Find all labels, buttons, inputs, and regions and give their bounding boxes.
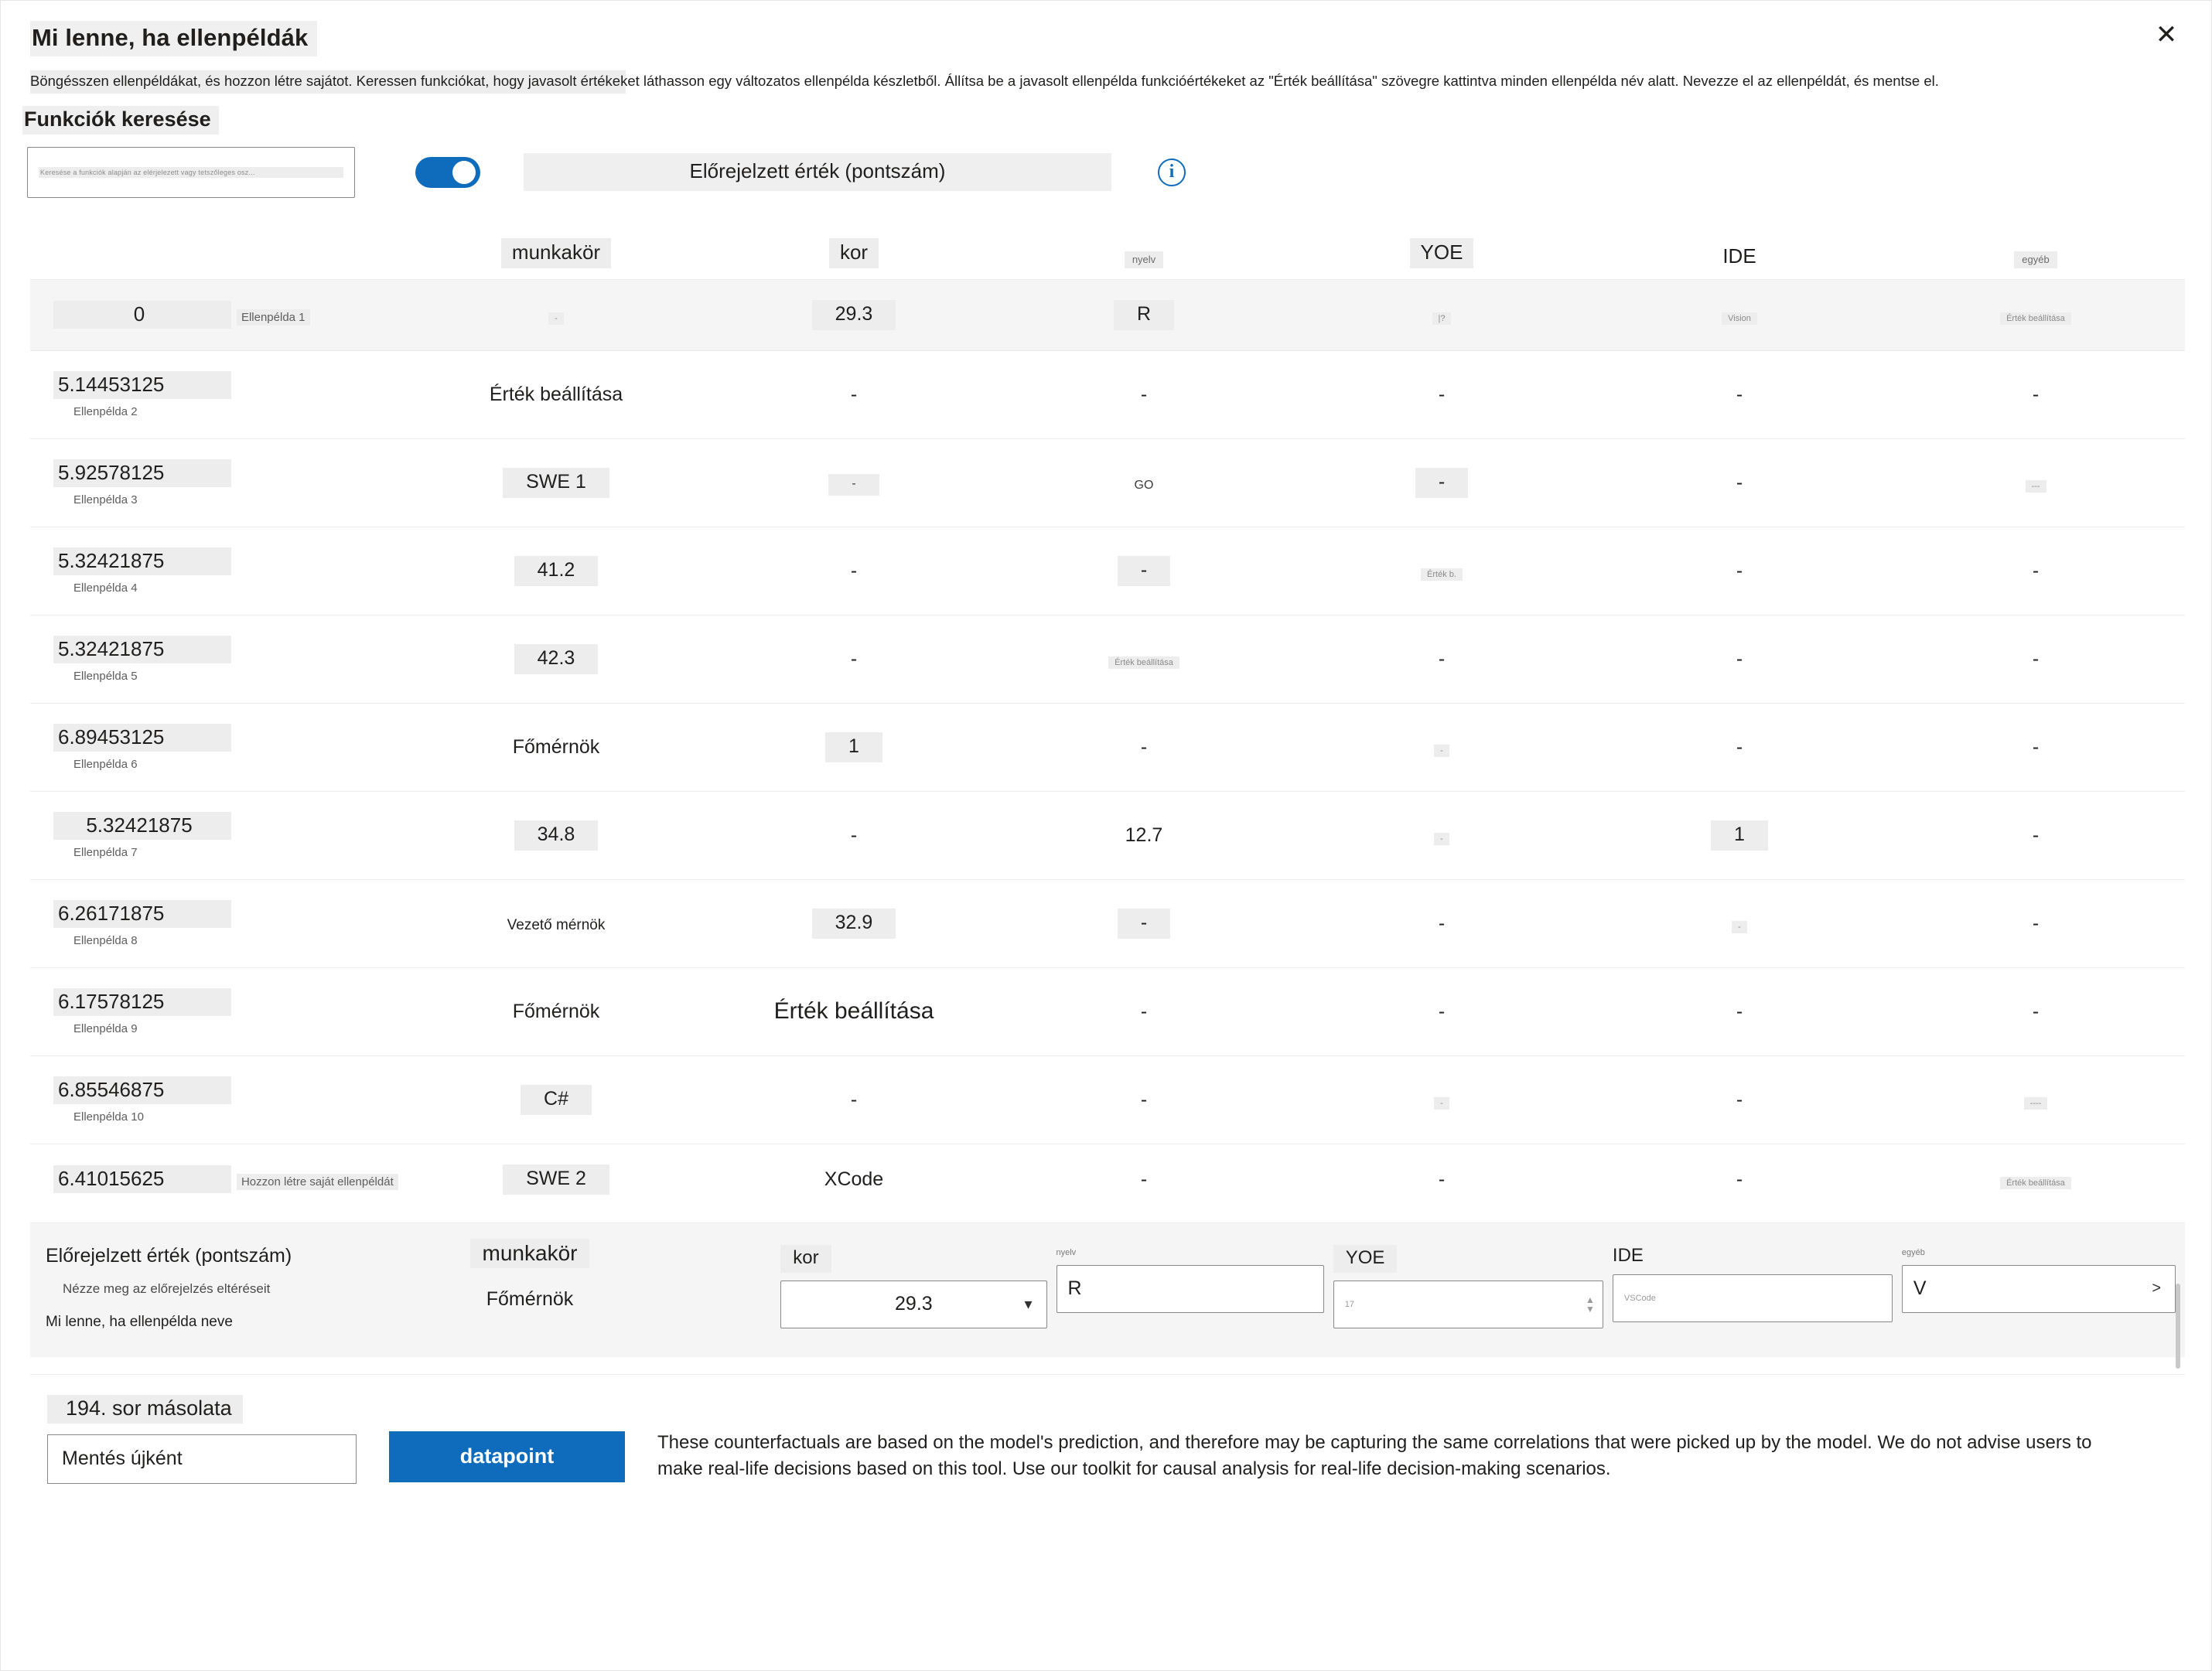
- cell-ide[interactable]: -: [1592, 1055, 1886, 1144]
- cell-kor[interactable]: -: [711, 350, 997, 438]
- editor-kor-label: kor: [780, 1245, 831, 1273]
- row-score-cell: 6.89453125 Ellenpélda 6: [30, 703, 401, 791]
- ide-value: VSCode: [1623, 1293, 1656, 1303]
- info-icon[interactable]: i: [1158, 159, 1186, 186]
- yoe-value: 17: [1344, 1299, 1354, 1309]
- editor-yoe-field: [1333, 1245, 1603, 1328]
- cell-munkakor[interactable]: SWE 1: [401, 438, 711, 527]
- editor-egyeb-label: egyéb: [1901, 1247, 1925, 1257]
- col-header-yoe[interactable]: YOE: [1291, 234, 1592, 280]
- cell-nyelv[interactable]: -: [997, 527, 1291, 615]
- cell-yoe[interactable]: -: [1291, 1144, 1592, 1215]
- footer-disclaimer: These counterfactuals are based on the model's prediction, and therefore may be capturing the same correlations that were picked up by the model. We do not advise users to make real-life decisions based on this tool. Use our toolkit for causal analysis for real-life decision-making scenarios.: [657, 1431, 2092, 1479]
- cell-ide[interactable]: -: [1592, 527, 1886, 615]
- editor-nyelv-label: nyelv: [1056, 1247, 1077, 1257]
- cell-yoe[interactable]: -: [1291, 615, 1592, 703]
- predicted-value-toggle[interactable]: [415, 157, 480, 188]
- cell-egyeb[interactable]: -: [1886, 879, 2185, 967]
- cell-nyelv[interactable]: 12.7: [997, 791, 1291, 879]
- cell-egyeb[interactable]: -: [1886, 615, 2185, 703]
- editor-subtitle: Nézze meg az előrejelzés eltéréseit: [63, 1281, 271, 1296]
- cell-ide[interactable]: -: [1592, 615, 1886, 703]
- cell-egyeb[interactable]: -: [1886, 967, 2185, 1055]
- cell-munkakor[interactable]: Érték beállítása: [401, 350, 711, 438]
- cell-munkakor[interactable]: 42.3: [401, 615, 711, 703]
- cell-ide[interactable]: Vision: [1592, 279, 1886, 350]
- table-row[interactable]: [30, 1055, 2185, 1144]
- spinner-arrows-icon[interactable]: ▲ ▼: [1586, 1294, 1595, 1315]
- row-score-cell: 6.17578125 Ellenpélda 9: [30, 967, 401, 1055]
- cell-ide[interactable]: 1: [1592, 791, 1886, 879]
- cell-kor[interactable]: Érték beállítása: [711, 967, 997, 1055]
- cell-nyelv[interactable]: -: [997, 879, 1291, 967]
- row-score-cell: 5.14453125 Ellenpélda 2: [30, 350, 401, 438]
- cell-ide[interactable]: -: [1592, 879, 1886, 967]
- row-score-cell: 5.92578125 Ellenpélda 3: [30, 438, 401, 527]
- predicted-value-label: Előrejelzett érték (pontszám): [524, 153, 1111, 191]
- yoe-spinner[interactable]: [1333, 1281, 1603, 1328]
- editor-nyelv-field: [1057, 1245, 1324, 1313]
- search-input[interactable]: [27, 147, 355, 198]
- cell-kor[interactable]: -: [711, 615, 997, 703]
- toggle-knob: [452, 161, 476, 184]
- search-features-label: Funkciók keresése: [22, 106, 219, 135]
- cell-kor[interactable]: 1: [711, 703, 997, 791]
- cell-kor[interactable]: -: [711, 791, 997, 879]
- save-as-input[interactable]: [47, 1434, 357, 1484]
- cell-nyelv[interactable]: -: [997, 350, 1291, 438]
- cell-nyelv[interactable]: GO: [997, 438, 1291, 527]
- cell-yoe[interactable]: Érték b.: [1291, 527, 1592, 615]
- cell-kor[interactable]: -: [711, 527, 997, 615]
- table-row[interactable]: [30, 879, 2185, 967]
- cell-egyeb[interactable]: ---: [1886, 438, 2185, 527]
- chevron-right-icon[interactable]: >: [2152, 1280, 2161, 1298]
- cell-munkakor[interactable]: Főmérnök: [401, 703, 711, 791]
- table-header-row: [30, 234, 2185, 280]
- col-header-score: [30, 234, 401, 280]
- table-row[interactable]: [30, 615, 2185, 703]
- row-score-cell: 6.85546875 Ellenpélda 10: [30, 1055, 401, 1144]
- table-row[interactable]: [30, 791, 2185, 879]
- save-block: [30, 1395, 363, 1484]
- cell-munkakor[interactable]: Főmérnök: [401, 967, 711, 1055]
- cell-nyelv[interactable]: -: [997, 1055, 1291, 1144]
- cell-yoe[interactable]: -: [1291, 791, 1592, 879]
- cell-nyelv[interactable]: -: [997, 967, 1291, 1055]
- cell-munkakor[interactable]: 34.8: [401, 791, 711, 879]
- cell-yoe[interactable]: |?: [1291, 279, 1592, 350]
- kor-dropdown[interactable]: [780, 1281, 1046, 1328]
- row-score-cell: 6.41015625 Hozzon létre saját ellenpéldát: [30, 1144, 401, 1215]
- chevron-down-icon: ▾: [1024, 1296, 1033, 1314]
- row-score-cell: 0 Ellenpélda 1: [30, 279, 401, 350]
- egyeb-value: V: [1913, 1277, 1927, 1300]
- cell-kor[interactable]: 29.3: [711, 279, 997, 350]
- copy-row-label: 194. sor másolata: [47, 1395, 243, 1424]
- editor-yoe-label: YOE: [1333, 1245, 1398, 1273]
- page-title: Mi lenne, ha ellenpéldák: [30, 21, 317, 56]
- editor-munkakor-value[interactable]: Főmérnök: [486, 1287, 574, 1310]
- row-score-cell: 6.26171875 Ellenpélda 8: [30, 879, 401, 967]
- dialog-footer: [30, 1374, 2185, 1484]
- cell-egyeb[interactable]: -: [1886, 527, 2185, 615]
- col-header-ide[interactable]: IDE: [1722, 244, 1756, 268]
- cell-ide[interactable]: -: [1592, 703, 1886, 791]
- table-row[interactable]: [30, 527, 2185, 615]
- cell-ide[interactable]: -: [1592, 438, 1886, 527]
- editor-ide-field: [1613, 1245, 1893, 1322]
- col-header-egyeb[interactable]: egyéb: [1886, 234, 2185, 280]
- row-score-cell: 5.32421875 Ellenpélda 5: [30, 615, 401, 703]
- counterfactual-editor: [30, 1223, 2185, 1357]
- table-row[interactable]: [30, 703, 2185, 791]
- cell-munkakor[interactable]: C#: [401, 1055, 711, 1144]
- cell-kor[interactable]: XCode: [711, 1144, 997, 1215]
- editor-title: Előrejelzett érték (pontszám): [46, 1244, 292, 1267]
- editor-kor-field: [780, 1245, 1046, 1328]
- cell-egyeb[interactable]: ----: [1886, 1055, 2185, 1144]
- col-header-nyelv[interactable]: nyelv: [997, 234, 1291, 280]
- save-datapoint-button[interactable]: datapoint: [389, 1431, 625, 1482]
- close-icon[interactable]: ✕: [2149, 18, 2183, 52]
- cell-munkakor[interactable]: Vezető mérnök: [401, 879, 711, 967]
- search-input-placeholder: Keresése a funkciók alapján az elérjelezett vagy tetszőleges osz...: [39, 167, 343, 178]
- cell-yoe[interactable]: -: [1291, 703, 1592, 791]
- cell-egyeb[interactable]: -: [1886, 350, 2185, 438]
- editor-ide-label: IDE: [1612, 1244, 1644, 1266]
- cell-munkakor[interactable]: 41.2: [401, 527, 711, 615]
- col-header-munkakor[interactable]: munkakör: [401, 234, 711, 280]
- dialog-description: Böngésszen ellenpéldákat, és hozzon létre sajátot. Keressen funkciókat, hogy javasolt értékeket láthasson egy változatos ellenpélda készletből. Állítsa be a javasolt ellenpélda funkcióértékeket az "Érték beállítása" szövegre kattintva minden ellenpélda név alatt. Nevezze el az ellenpéldát, és mentse el.: [30, 70, 2182, 94]
- cell-kor[interactable]: 32.9: [711, 879, 997, 967]
- editor-munkakor-field[interactable]: [414, 1239, 646, 1311]
- cell-ide[interactable]: -: [1592, 967, 1886, 1055]
- cell-nyelv[interactable]: -: [997, 1144, 1291, 1215]
- cell-nyelv[interactable]: Érték beállítása: [997, 615, 1291, 703]
- cell-kor[interactable]: -: [711, 438, 997, 527]
- cell-munkakor[interactable]: -: [401, 279, 711, 350]
- cell-ide[interactable]: -: [1592, 350, 1886, 438]
- table-body: [30, 279, 2185, 1215]
- editor-name-label[interactable]: Mi lenne, ha ellenpélda neve: [46, 1313, 233, 1330]
- toolbar: [27, 145, 2211, 199]
- cell-nyelv[interactable]: -: [997, 703, 1291, 791]
- table-row[interactable]: [30, 438, 2185, 527]
- dialog-header: [1, 1, 2211, 56]
- row-score-cell: 5.32421875 Ellenpélda 4: [30, 527, 401, 615]
- editor-munkakor-label: munkakör: [470, 1239, 590, 1268]
- cell-ide[interactable]: -: [1592, 1144, 1886, 1215]
- cell-yoe[interactable]: -: [1291, 879, 1592, 967]
- cell-egyeb[interactable]: Érték beállítása: [1886, 279, 2185, 350]
- nyelv-value: R: [1067, 1277, 1082, 1300]
- col-header-kor[interactable]: kor: [711, 234, 997, 280]
- cell-yoe[interactable]: -: [1291, 350, 1592, 438]
- cell-nyelv[interactable]: R: [997, 279, 1291, 350]
- kor-value: 29.3: [895, 1293, 933, 1315]
- editor-egyeb-field: [1902, 1245, 2176, 1313]
- table-row[interactable]: [30, 279, 2185, 350]
- table-row[interactable]: [30, 1144, 2185, 1215]
- cell-yoe[interactable]: -: [1291, 438, 1592, 527]
- cell-kor[interactable]: -: [711, 1055, 997, 1144]
- counterfactuals-table: [30, 234, 2185, 1215]
- table-row[interactable]: [30, 350, 2185, 438]
- cell-egyeb[interactable]: -: [1886, 703, 2185, 791]
- cell-egyeb[interactable]: -: [1886, 791, 2185, 879]
- ide-input[interactable]: [1613, 1274, 1893, 1322]
- cell-yoe[interactable]: -: [1291, 1055, 1592, 1144]
- row-score-cell: 5.32421875 Ellenpélda 7: [30, 791, 401, 879]
- cell-egyeb[interactable]: Érték beállítása: [1886, 1144, 2185, 1215]
- editor-scrollbar[interactable]: [2176, 1284, 2180, 1369]
- cell-munkakor[interactable]: SWE 2: [401, 1144, 711, 1215]
- cell-yoe[interactable]: -: [1291, 967, 1592, 1055]
- save-as-value: Mentés újként: [62, 1448, 183, 1470]
- table-row[interactable]: [30, 967, 2185, 1055]
- nyelv-input[interactable]: [1057, 1265, 1324, 1313]
- egyeb-stepper[interactable]: [1902, 1265, 2176, 1313]
